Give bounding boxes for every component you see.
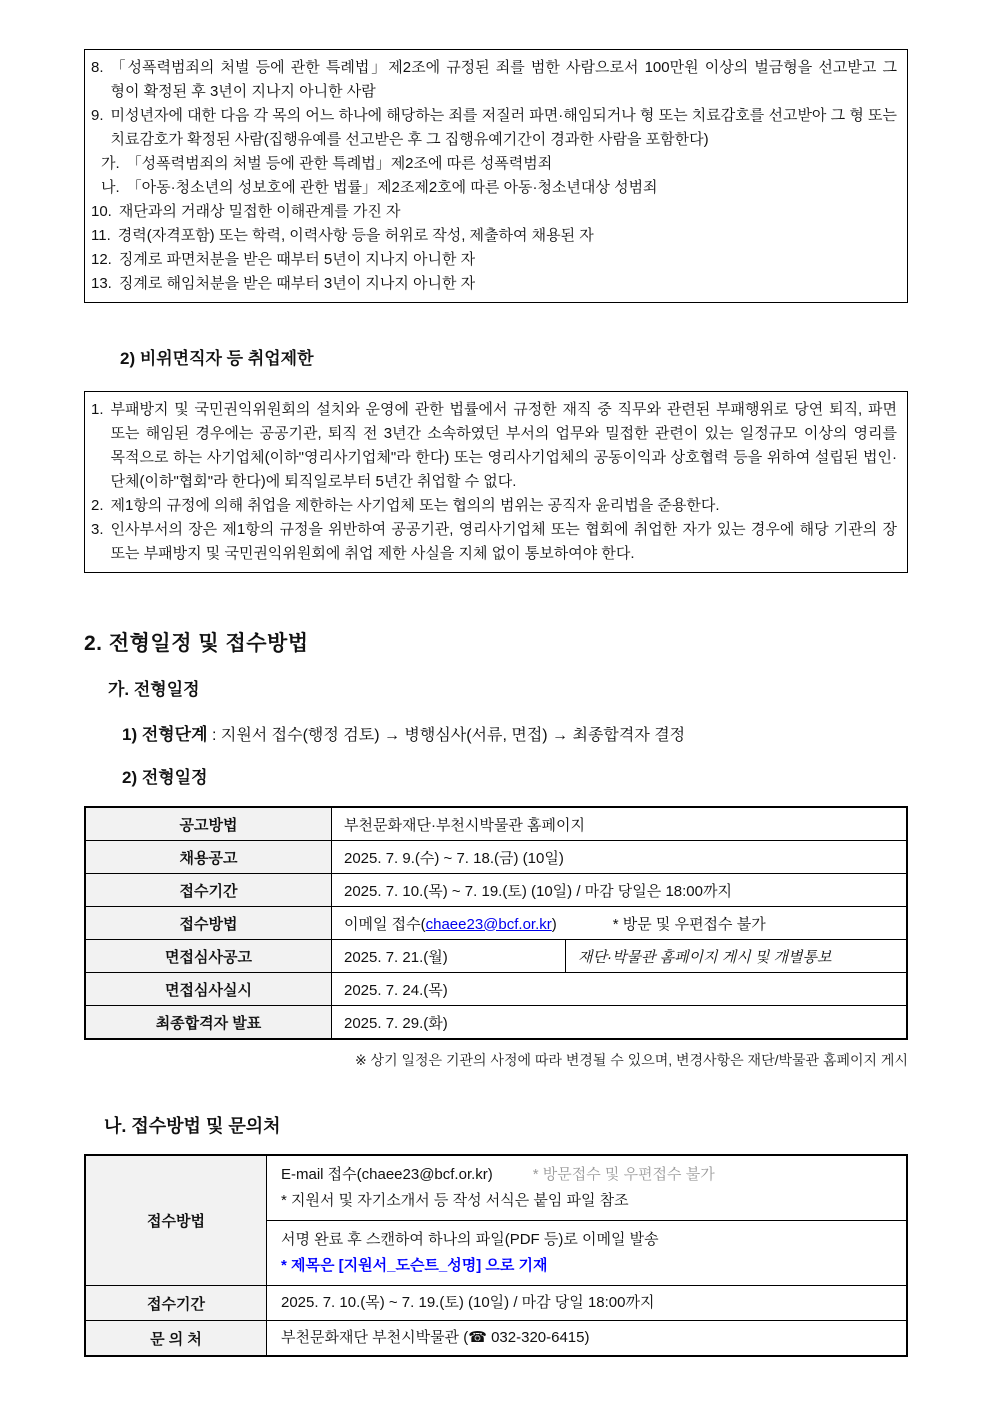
schedule-change-note: ※ 상기 일정은 기관의 사정에 따라 변경될 수 있으며, 변경사항은 재단/박물관 홈페이지 게시 <box>354 1052 908 1068</box>
restriction-item <box>91 56 897 104</box>
item-text: 징계로 해임처분을 받은 때부터 3년이 지나지 아니한 자 <box>118 275 476 292</box>
document-content <box>84 49 908 1357</box>
apply-method-cell-2 <box>267 1221 908 1286</box>
restriction-item <box>91 104 897 152</box>
phone-icon: ☎ <box>468 1329 487 1346</box>
item-number: 나. <box>101 179 120 196</box>
row-label: 접수기간 <box>85 1286 267 1321</box>
item-number: 13. <box>91 275 112 292</box>
row-value: 2025. 7. 21.(월) <box>332 940 566 973</box>
item-text: 인사부서의 장은 제1항의 규정을 위반하여 공공기관, 영리사기업체 또는 협회에 취업한 자가 있는 경우에 해당 기관의 장 또는 부패방지 및 국민권익위원회에 취업 제한 사실을 지체 없이 통보하여야 한다. <box>110 521 897 562</box>
item-text: 재단과의 거래상 밀접한 이해관계를 가진 자 <box>118 203 401 220</box>
item-text: 「성폭력범죄의 처벌 등에 관한 특례법」제2조에 따른 성폭력범죄 <box>126 155 553 172</box>
email-suffix: ) <box>551 915 557 933</box>
table-row <box>85 973 907 1006</box>
row-value-secondary: 재단·박물관 홈페이지 게시 및 개별통보 <box>566 940 908 973</box>
row-value <box>267 1321 908 1357</box>
row-label: 최종합격자 발표 <box>85 1006 332 1040</box>
item-number: 10. <box>91 203 112 220</box>
item-text: 징계로 파면처분을 받은 때부터 5년이 지나지 아니한 자 <box>118 251 476 268</box>
table-row <box>85 874 907 907</box>
item-text: 경력(자격포함) 또는 학력, 이력사항 등을 허위로 작성, 제출하여 채용된 자 <box>117 227 594 244</box>
subsection-ga-heading: 가. 전형일정 <box>108 680 200 699</box>
item-number: 12. <box>91 251 112 268</box>
restriction-item <box>91 200 897 224</box>
item-text: 「아동·청소년의 성보호에 관한 법률」제2조제2호에 따른 아동·청소년대상 성범죄 <box>126 179 658 196</box>
row-value: 2025. 7. 9.(수) ~ 7. 18.(금) (10일) <box>332 841 908 874</box>
item-text: 「성폭력범죄의 처벌 등에 관한 특례법」제2조에 규정된 죄를 범한 사람으로서 100만원 이상의 벌금형을 선고받고 그 형이 확정된 후 3년이 지나지 아니한 사람 <box>110 59 897 100</box>
row-label: 공고방법 <box>85 807 332 841</box>
item-number: 3. <box>91 521 104 538</box>
item-text: 부패방지 및 국민권익위원회의 설치와 운영에 관한 법률에서 규정한 재직 중 직무와 관련된 부패행위로 당연 퇴직, 파면 또는 해임된 경우에는 공공기관, 퇴직 전 3년간 소속하였던 부서의 업무와 밀접한 관련이 있는 일정규모 이상의 영리를 목적으로 하는 사기업체(이하"영리사기업체"라 한다) 또는 영리사기업체의 공동이익과 상호협력 등을 위하여 설립된 법인·단체(이하"협회"라 한다)에 퇴직일로부터 5년간 취업할 수 없다. <box>110 401 897 490</box>
application-table <box>84 1154 908 1357</box>
subject-format-note: * 제목은 [지원서_도슨트_성명] 으로 기재 <box>281 1257 548 1274</box>
table-row <box>85 807 907 841</box>
row-label: 면접심사실시 <box>85 973 332 1006</box>
restriction-subitem <box>91 176 897 200</box>
contact-text: 부천문화재단 부천시박물관 ( <box>281 1329 469 1346</box>
item-number: 2. <box>91 497 104 514</box>
restriction-item <box>91 518 897 566</box>
no-visit-mail-note: * 방문접수 및 우편접수 불가 <box>532 1166 715 1183</box>
table-row <box>85 1321 907 1357</box>
item-number: 가. <box>101 155 120 172</box>
contact-phone: 032-320-6415) <box>486 1329 590 1346</box>
no-visit-note: * 방문 및 우편접수 불가 <box>612 915 766 933</box>
email-prefix: 이메일 접수( <box>344 915 426 933</box>
schedule-table <box>84 806 908 1040</box>
row-label: 접수방법 <box>85 907 332 940</box>
email-link[interactable]: chaee23@bcf.or.kr <box>425 915 552 933</box>
scan-send-note: 서명 완료 후 스캔하여 하나의 파일(PDF 등)로 이메일 발송 <box>281 1231 659 1248</box>
row-value: 부천문화재단·부천시박물관 홈페이지 <box>332 807 908 841</box>
row-label: 면접심사공고 <box>85 940 332 973</box>
item-number: 9. <box>91 107 104 124</box>
item-text: 미성년자에 대한 다음 각 목의 어느 하나에 해당하는 죄를 저질러 파면·해임되거나 형 또는 치료감호를 선고받아 그 형 또는 치료감호가 확정된 사람(집행유예를 선고받은 후 그 집행유예기간이 경과한 사람을 포함한다) <box>110 107 897 148</box>
table-row <box>85 907 907 940</box>
selection-steps-text: : 지원서 접수(행정 검토) → 병행심사(서류, 면접) → 최종합격자 결정 <box>207 727 686 744</box>
item-text: 제1항의 규정에 의해 취업을 제한하는 사기업체 또는 협의의 범위는 공직자 윤리법을 준용한다. <box>110 497 720 514</box>
selection-steps-line <box>122 720 908 745</box>
row-value: 2025. 7. 10.(목) ~ 7. 19.(토) (10일) / 마감 당일은 18:00까지 <box>332 874 908 907</box>
table-row <box>85 841 907 874</box>
restriction-item <box>91 398 897 494</box>
misconduct-restriction-box <box>84 391 908 573</box>
selection-steps-label: 1) 전형단계 <box>122 725 208 744</box>
restriction-item <box>91 248 897 272</box>
misconduct-restriction-heading: 2) 비위면직자 등 취업제한 <box>120 349 314 368</box>
table-row <box>85 940 907 973</box>
restriction-item <box>91 224 897 248</box>
restriction-item <box>91 494 897 518</box>
row-label: 접수기간 <box>85 874 332 907</box>
item-number: 8. <box>91 59 104 76</box>
employment-restriction-list-box <box>84 49 908 303</box>
item-number: 1. <box>91 401 104 418</box>
row-label: 채용공고 <box>85 841 332 874</box>
restriction-subitem <box>91 152 897 176</box>
attachment-form-note: * 지원서 및 자기소개서 등 작성 서식은 붙임 파일 참조 <box>281 1192 629 1209</box>
subsection-na-heading: 나. 접수방법 및 문의처 <box>104 1116 281 1136</box>
row-value: 2025. 7. 24.(목) <box>332 973 908 1006</box>
table-row <box>85 1286 907 1321</box>
apply-method-cell-1 <box>267 1155 908 1221</box>
table-row <box>85 1155 907 1221</box>
row-value: 2025. 7. 29.(화) <box>332 1006 908 1040</box>
restriction-item <box>91 272 897 296</box>
row-label: 문 의 처 <box>85 1321 267 1357</box>
row-value <box>332 907 908 940</box>
section-2-heading: 2. 전형일정 및 접수방법 <box>84 632 309 655</box>
item-number: 11. <box>91 227 111 244</box>
table-row <box>85 1006 907 1040</box>
schedule-subheading: 2) 전형일정 <box>122 768 208 787</box>
row-label: 접수방법 <box>85 1155 267 1286</box>
row-value: 2025. 7. 10.(목) ~ 7. 19.(토) (10일) / 마감 당일 18:00까지 <box>267 1286 908 1321</box>
email-apply-text: E-mail 접수(chaee23@bcf.or.kr) <box>281 1166 493 1183</box>
